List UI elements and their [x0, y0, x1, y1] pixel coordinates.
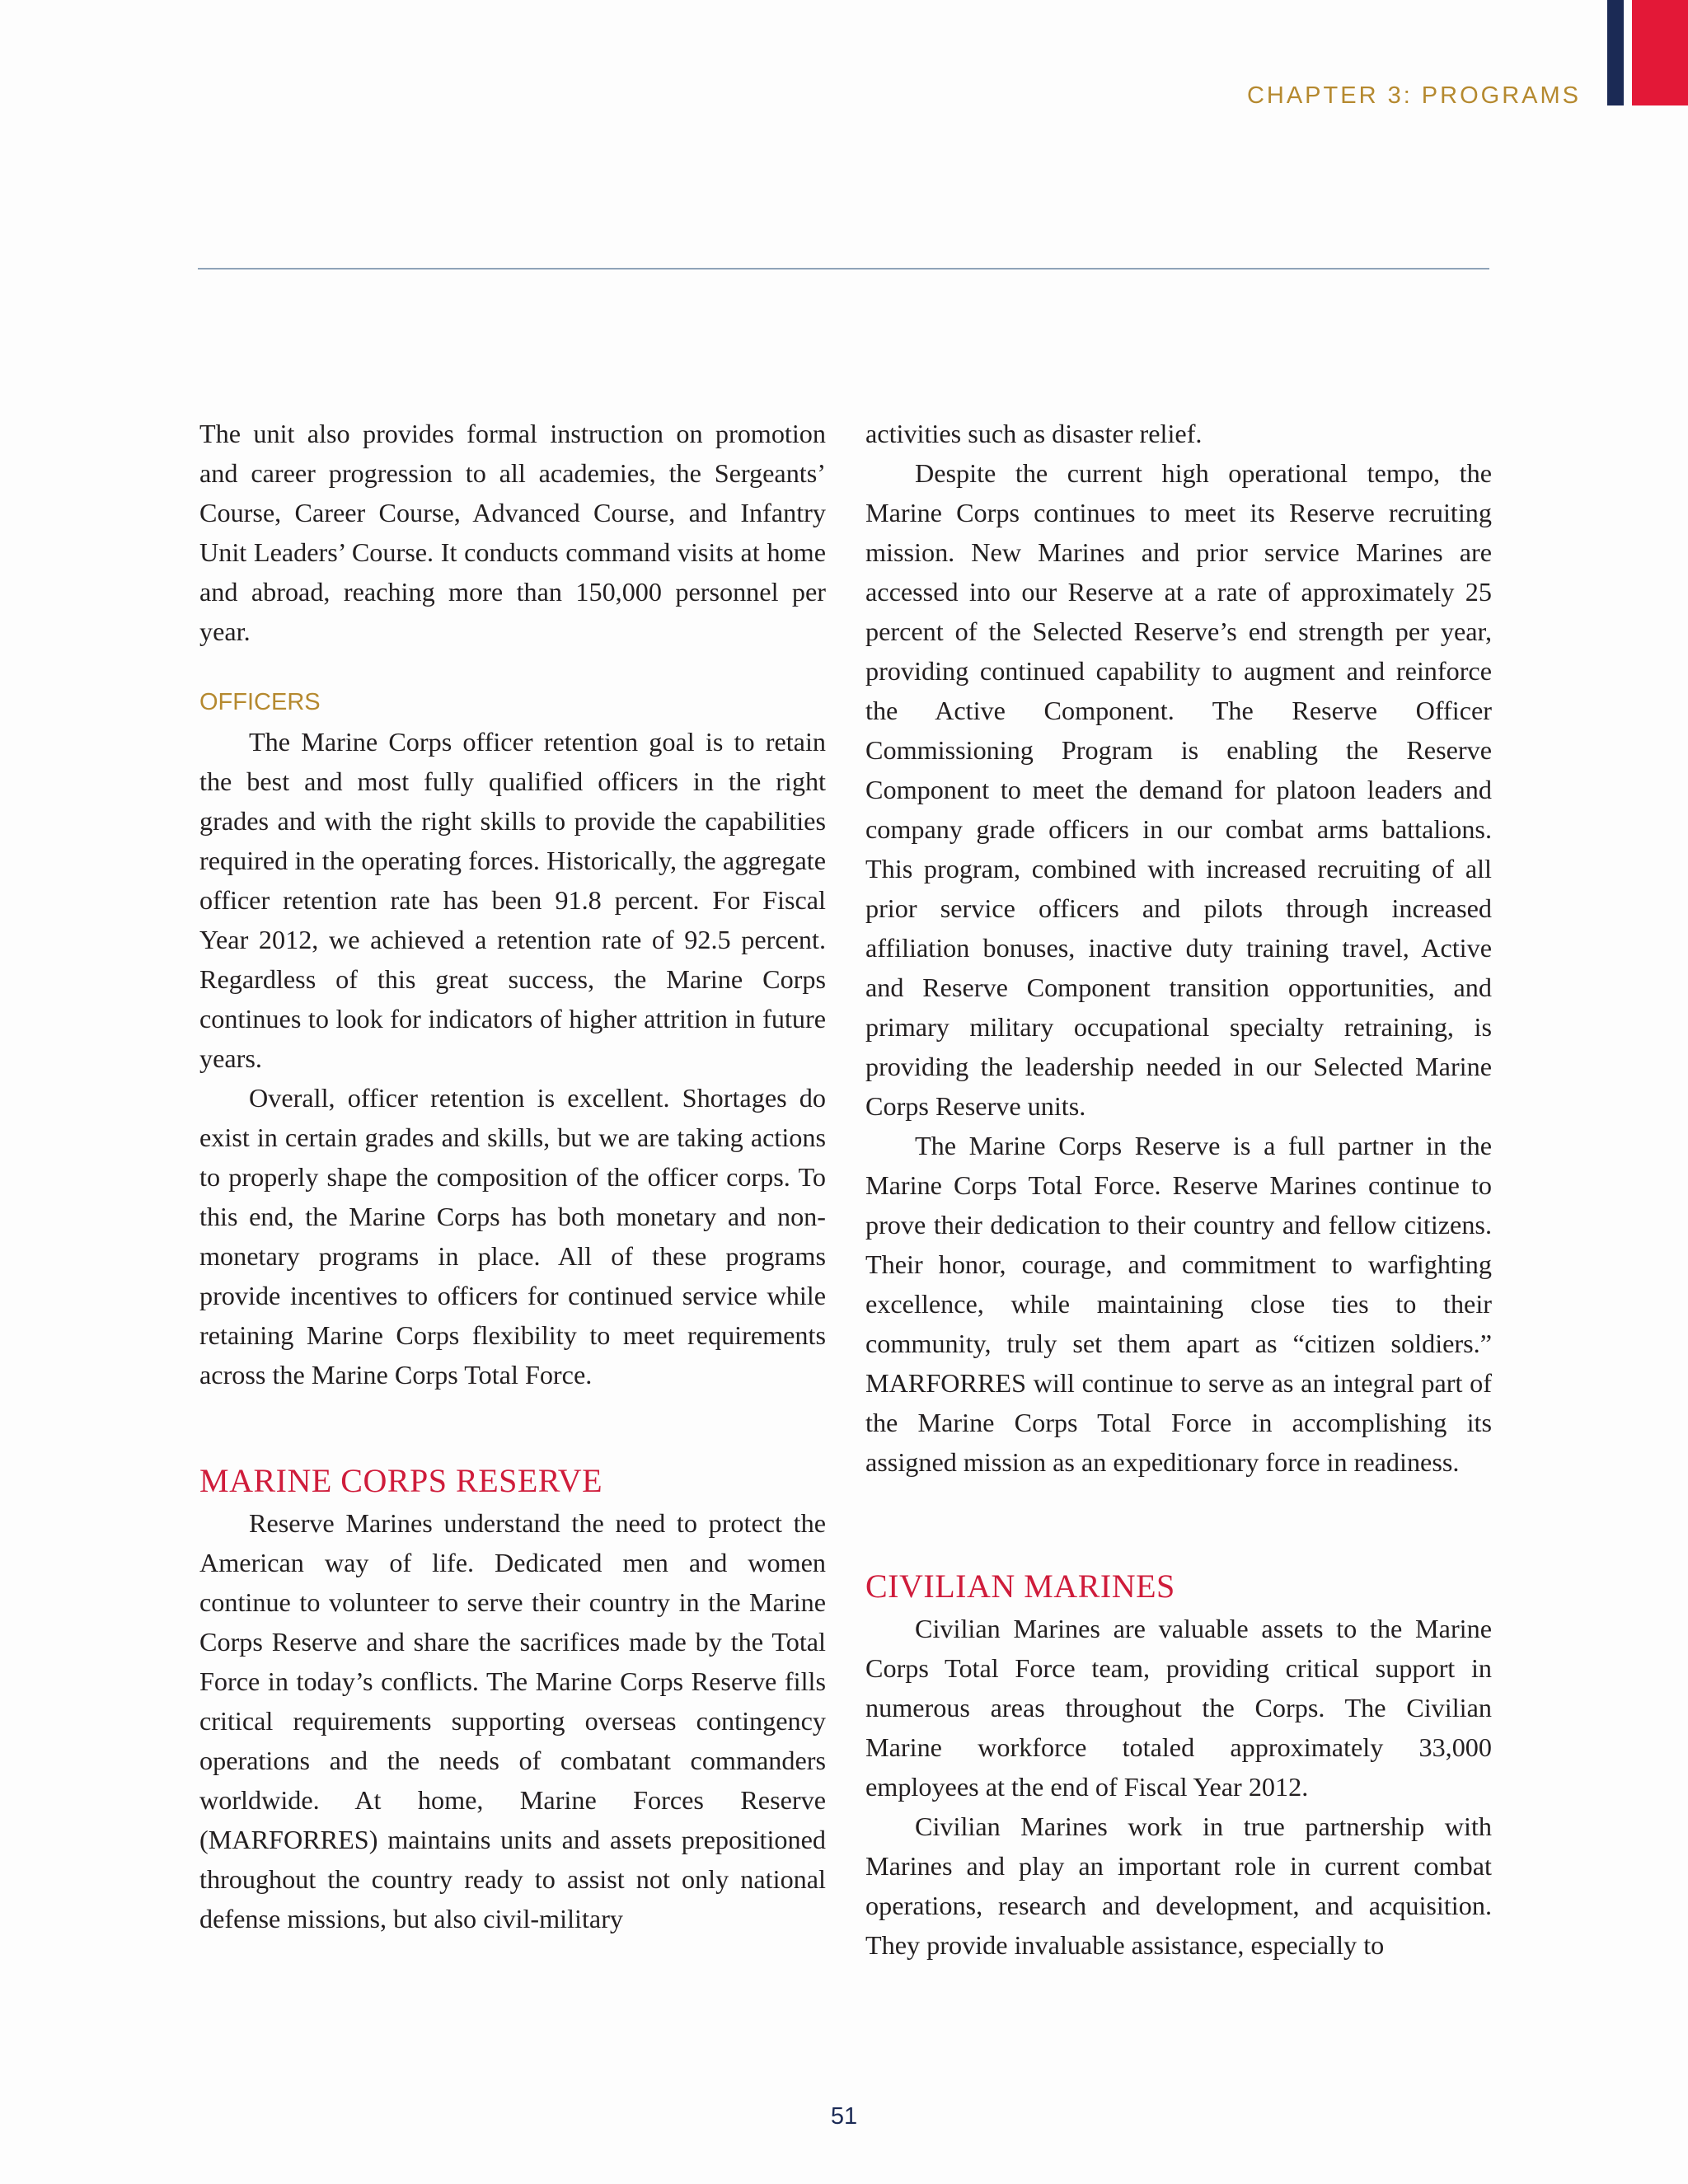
officers-paragraph-1: The Marine Corps officer retention goal is to retain the best and most fully qualified officers in the right grades and with the right skills to provide the capabilities required in the operating forces. Historically, the aggregate officer retention rate has been 91.8 percent. For Fiscal Year 2012, we achieved a retention rate of 92.5 percent. Regardless of this great success, the Marine Corps continues to look for indicators of higher attrition in future years. — [199, 727, 826, 1073]
right-column — [865, 414, 1492, 1965]
civilian-paragraph-1: Civilian Marines are valuable assets to the Marine Corps Total Force team, providing critical support in numerous areas throughout the Corps. The Civilian Marine workforce totaled approximately 33,000 employees at the end of Fiscal Year 2012. — [865, 1614, 1492, 1802]
intro-paragraph: The unit also provides formal instruction on promotion and career progression to all academies, the Sergeants’ Course, Career Course, Advanced Course, and Infantry Unit Leaders’ Course. It conducts command visits at home and abroad, reaching more than 150,000 personnel per year. — [199, 419, 826, 646]
continued-paragraph: activities such as disaster relief. — [865, 419, 1203, 448]
header-rule — [198, 268, 1489, 269]
officers-heading: OFFICERS — [199, 689, 321, 715]
reserve-paragraph-3: The Marine Corps Reserve is a full partner in the Marine Corps Total Force. Reserve Marines continue to prove their dedication to their country and fellow citizens. Their honor, courage, and commitment to warfighting excellence, while maintaining close ties to their community, truly set them apart as “citizen soldiers.” MARFORRES will continue to serve as an integral part of the Marine Corps Total Force in accomplishing its assigned mission as an expeditionary force in readiness. — [865, 1131, 1492, 1477]
page-number: 51 — [830, 2103, 858, 2130]
reserve-heading: MARINE CORPS RESERVE — [199, 1462, 603, 1499]
civilian-heading: CIVILIAN MARINES — [865, 1568, 1175, 1605]
reserve-paragraph-1: Reserve Marines understand the need to protect the American way of life. Dedicated men and women continue to volunteer to serve their country in the Marine Corps Reserve and share the sacrifices made by the Total Force in today’s conflicts. The Marine Corps Reserve fills critical requirements supporting overseas contingency operations and the needs of combatant commanders worldwide. At home, Marine Forces Reserve (MARFORRES) maintains units and assets prepositioned throughout the country ready to assist not only national defense missions, but also civil-military — [199, 1508, 826, 1933]
flag-red-stripe — [1632, 0, 1688, 105]
flag-navy-stripe — [1607, 0, 1624, 105]
reserve-paragraph-2: Despite the current high operational tempo, the Marine Corps continues to meet its Reserve recruiting mission. New Marines and prior service Marines are accessed into our Reserve at a rate of approximately 25 percent of the Selected Reserve’s end strength per year, providing continued capability to augment and reinforce the Active Component. The Reserve Officer Commissioning Program is enabling the Reserve Component to meet the demand for platoon leaders and company grade officers in our combat arms battalions. This program, combined with increased recruiting of all prior service officers and pilots through increased affiliation bonuses, inactive duty training travel, Active and Reserve Component transition opportunities, and primary military occupational specialty retraining, is providing the leadership needed in our Selected Marine Corps Reserve units. — [865, 458, 1492, 1121]
left-column — [199, 414, 826, 1938]
civilian-paragraph-2: Civilian Marines work in true partnership with Marines and play an important role in current combat operations, research and development, and acquisition. They provide invaluable assistance, especially to — [865, 1811, 1492, 1960]
officers-paragraph-2: Overall, officer retention is excellent. Shortages do exist in certain grades and skills, but we are taking actions to properly shape the composition of the officer corps. To this end, the Marine Corps has both monetary and non-monetary programs in place. All of these programs provide incentives to officers for continued service while retaining Marine Corps flexibility to meet requirements across the Marine Corps Total Force. — [199, 1083, 826, 1390]
chapter-title: CHAPTER 3: PROGRAMS — [1246, 82, 1581, 109]
